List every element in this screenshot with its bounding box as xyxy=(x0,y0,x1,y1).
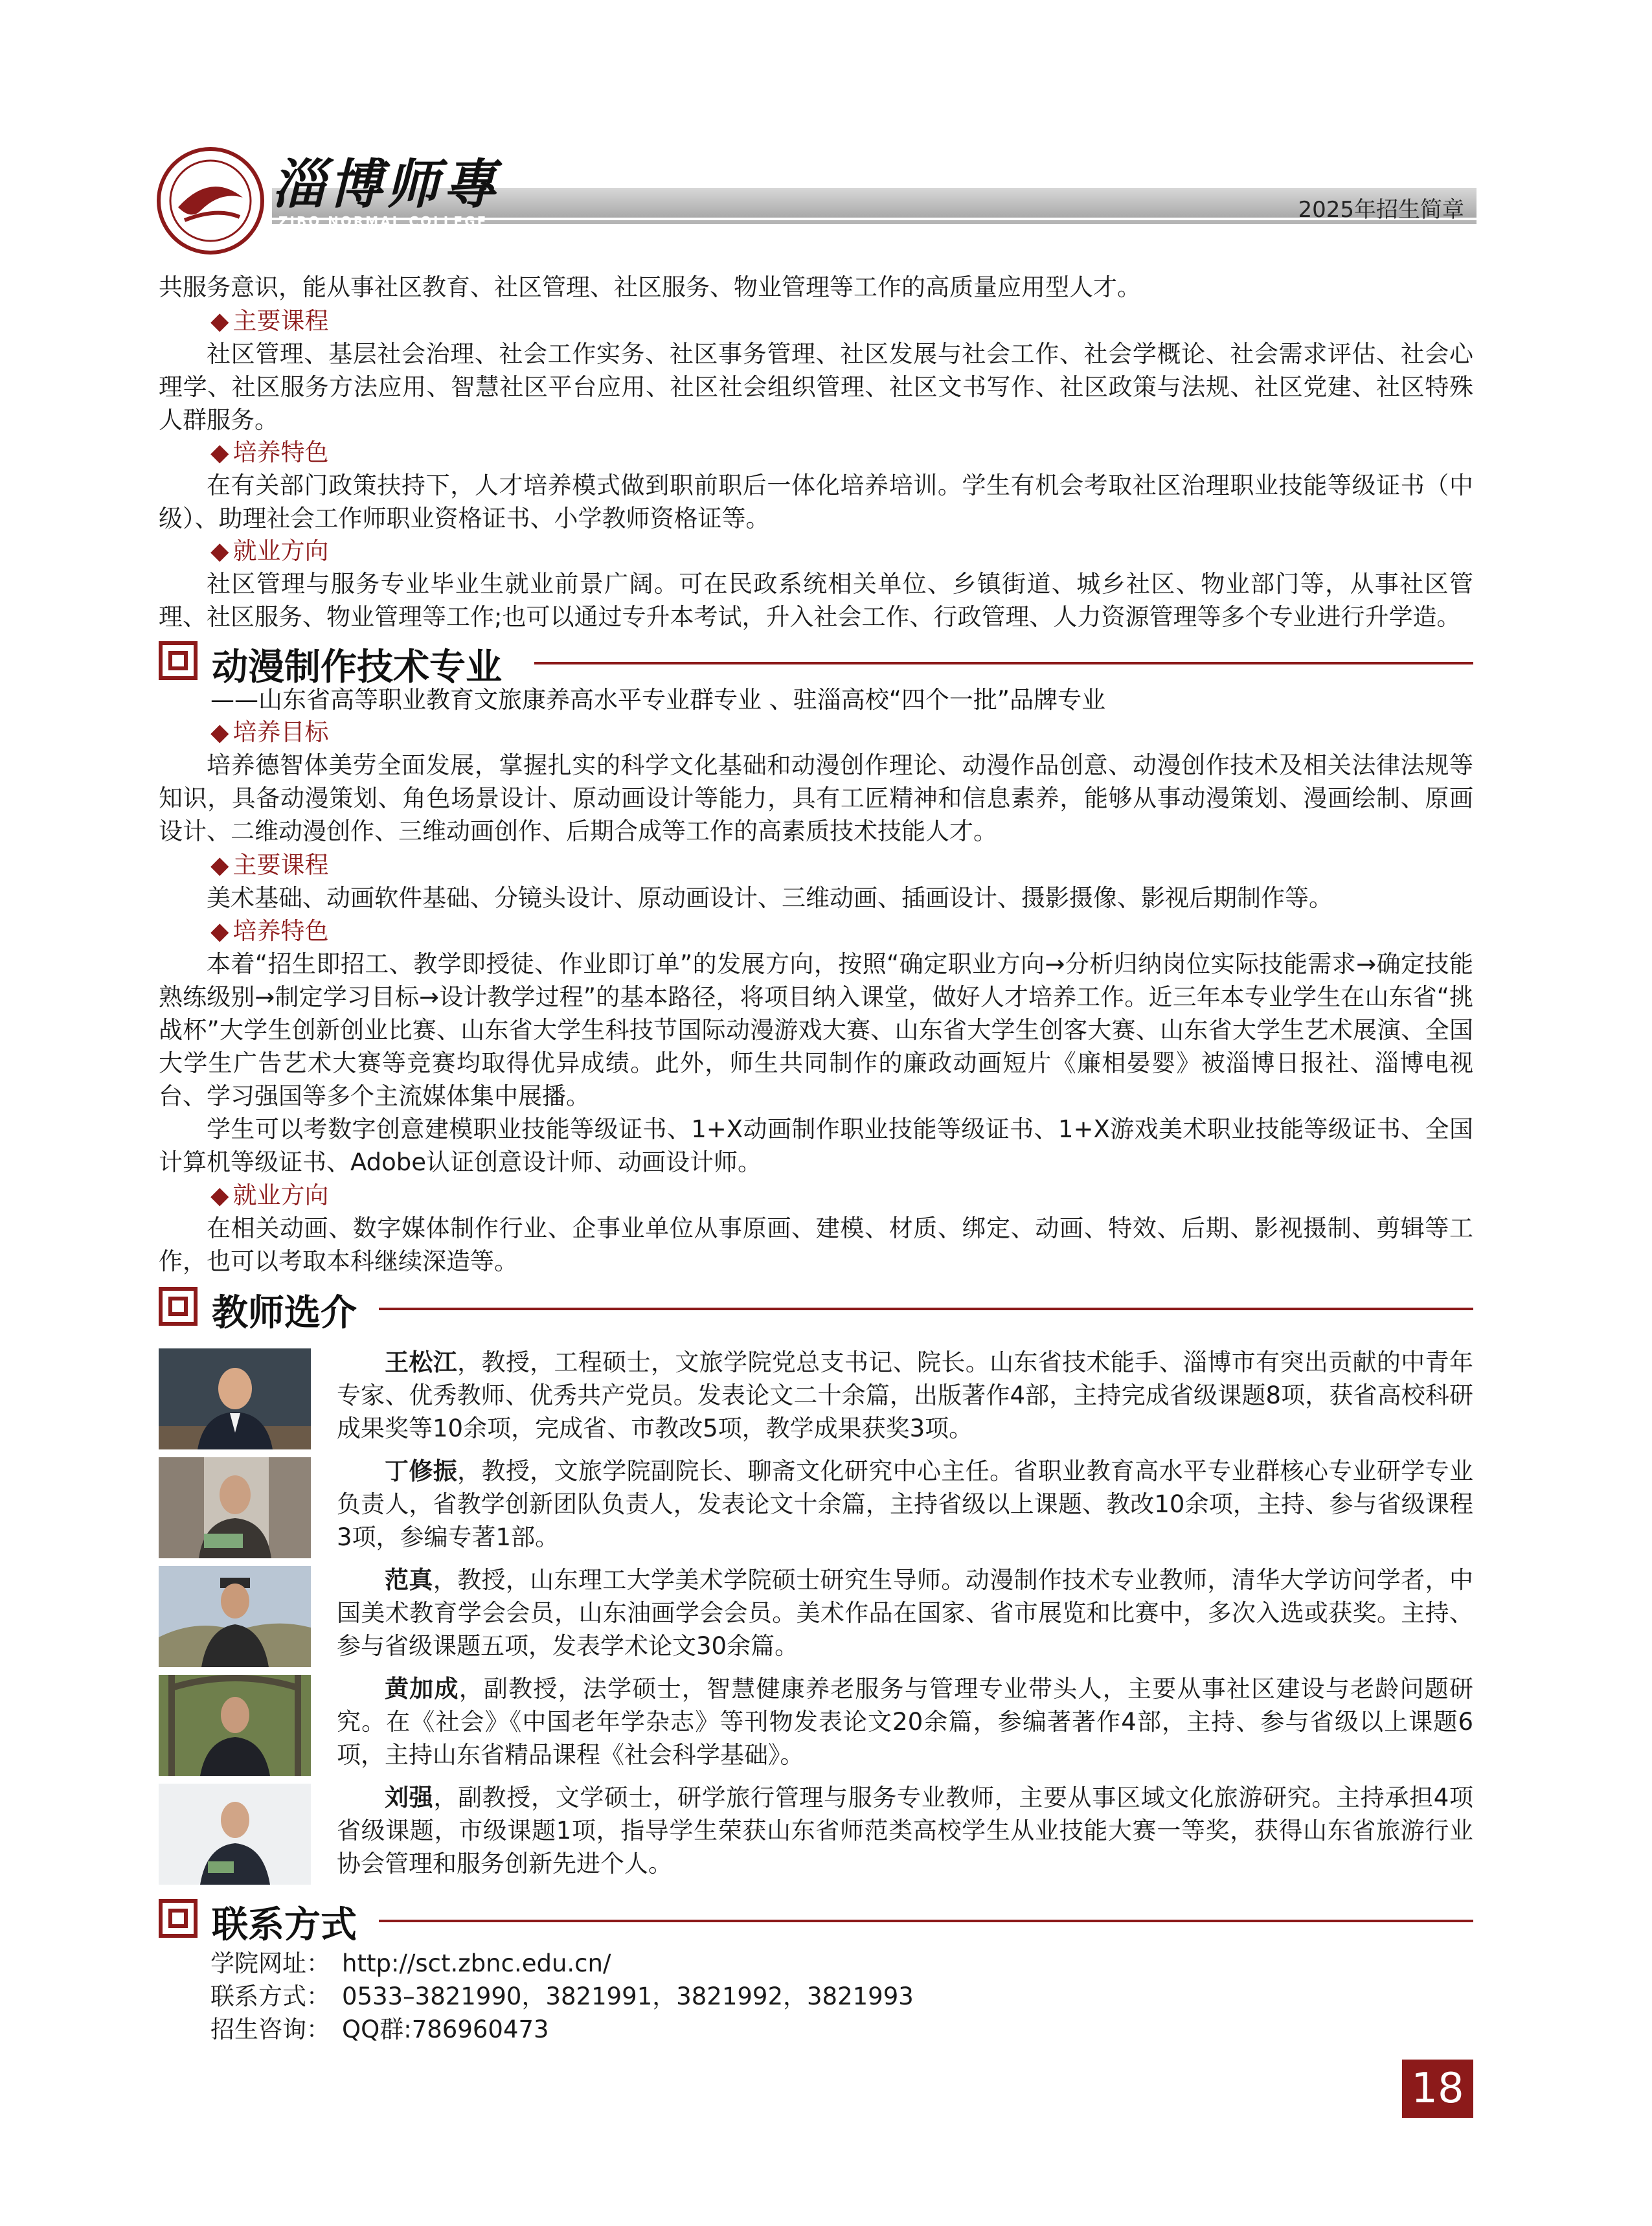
paragraph-intro-end: 共服务意识，能从事社区教育、社区管理、社区服务、物业管理等工作的高质量应用型人才。 xyxy=(159,273,1141,301)
paragraph-goal: 培养德智体美劳全面发展，掌握扎实的科学文化基础和动漫创作理论、动漫作品创意、动漫创作技术及相关法律法规等知识，具备动漫策划、角色场景设计、原动画设计等能力，具有工匠精神和信息素养，能够从事动漫策划、漫画绘制、原画设计、二维动漫创作、三维动画创作、后期合成等工作的高素质技术技能人才。 xyxy=(159,751,1473,845)
contact-row-website: 学院网址： http://sct.zbnc.edu.cn/ xyxy=(210,1949,611,1977)
section-heading-teachers xyxy=(159,1286,1473,1334)
teacher-photo xyxy=(159,1784,311,1885)
diamond-icon: ◆ xyxy=(210,438,229,466)
section-slogan: ——山东省高等职业教育文旅康养高水平专业群专业 、驻淄高校“四个一批”品牌专业 xyxy=(210,686,1106,714)
teacher-photo xyxy=(159,1457,311,1558)
subheading-job: ◆ 就业方向 xyxy=(210,537,329,565)
teacher-photo xyxy=(159,1566,311,1667)
section-rule xyxy=(534,662,1473,664)
paragraph-job: 在相关动画、数字媒体制作行业、企事业单位从事原画、建模、材质、绑定、动画、特效、后期、影视摄制、剪辑等工作，也可以考取本科继续深造等。 xyxy=(159,1214,1473,1275)
diamond-icon: ◆ xyxy=(210,537,229,565)
teacher-bio: 刘强，副教授，文学硕士，研学旅行管理与服务专业教师，主要从事区域文化旅游研究。主持承担4项省级课题，市级课题1项，指导学生荣获山东省师范类高校学生从业技能大赛一等奖，获得山东省旅游行业协会管理和服务创新先进个人。 xyxy=(337,1784,1473,1878)
diamond-icon: ◆ xyxy=(210,307,229,335)
teacher-photo xyxy=(159,1348,311,1449)
section-rule xyxy=(379,1308,1473,1310)
subheading-courses: ◆ 主要课程 xyxy=(210,851,329,879)
subheading-goal: ◆ 培养目标 xyxy=(210,718,329,746)
college-logo-icon xyxy=(155,146,266,256)
section-title: 联系方式 xyxy=(212,1904,357,1946)
paragraph-feature: 本着“招生即招工、教学即授徒、作业即订单”的发展方向，按照“确定职业方向→分析归纳岗位实际技能需求→确定技能熟练级别→制定学习目标→设计教学过程”的基本路径，将项目纳入课堂，做好人才培养工作。近三年本专业学生在山东省“挑战杯”大学生创新创业比赛、山东省大学生科技节国际动漫游戏大赛、山东省大学生创客大赛、山东省大学生艺术展演、全国大学生广告艺术大赛等竞赛均取得优异成绩。此外，师生共同制作的廉政动画短片《廉相晏婴》被淄博日报社、淄博电视台、学习强国等多个主流媒体集中展播。 xyxy=(159,950,1473,1110)
section-square-icon xyxy=(159,641,198,680)
teacher-bio: 范真，教授，山东理工大学美术学院硕士研究生导师。动漫制作技术专业教师，清华大学访问学者，中国美术教育学会会员，山东油画学会会员。美术作品在国家、省市展览和比赛中，多次入选或获奖。主持、参与省级课题五项，发表学术论文30余篇。 xyxy=(337,1566,1474,1660)
teacher-bio: 丁修振，教授，文旅学院副院长、聊斋文化研究中心主任。省职业教育高水平专业群核心专业研学专业负责人，省教学创新团队负责人，发表论文十余篇，主持省级以上课题、教改10余项，主持、参与省级课程3项，参编专著1部。 xyxy=(337,1457,1474,1551)
diamond-icon: ◆ xyxy=(210,917,229,945)
paragraph-job: 社区管理与服务专业毕业生就业前景广阔。可在民政系统相关单位、乡镇街道、城乡社区、物业部门等，从事社区管理、社区服务、物业管理等工作;也可以通过专升本考试，升入社会工作、行政管理、人力资源管理等多个专业进行升学造。 xyxy=(159,570,1473,631)
subheading-job: ◆ 就业方向 xyxy=(210,1181,329,1209)
diamond-icon: ◆ xyxy=(210,718,229,746)
subheading-courses: ◆ 主要课程 xyxy=(210,307,329,335)
section-heading-animation xyxy=(159,640,1473,688)
brand-wordmark: 淄博师專 xyxy=(272,153,500,216)
website-link[interactable]: http://sct.zbnc.edu.cn/ xyxy=(342,1949,611,1977)
paragraph-certificates: 学生可以考数字创意建模职业技能等级证书、1+X动画制作职业技能等级证书、1+X游戏美术职业技能等级证书、全国计算机等级证书、Adobe认证创意设计师、动画设计师。 xyxy=(159,1115,1473,1176)
section-title: 动漫制作技术专业 xyxy=(212,646,502,688)
contact-row-phone: 联系方式： 0533–3821990，3821991，3821992，3821993 xyxy=(210,1982,914,2010)
section-square-icon xyxy=(159,1287,198,1326)
brochure-title: 2025年招生简章 xyxy=(1298,197,1464,223)
teacher-photo xyxy=(159,1675,311,1776)
paragraph-courses: 社区管理、基层社会治理、社会工作实务、社区事务管理、社区发展与社会工作、社会学概论、社会需求评估、社会心理学、社区服务方法应用、智慧社区平台应用、社区社会组织管理、社区文书写作、社区政策与法规、社区党建、社区特殊人群服务。 xyxy=(159,340,1473,434)
paragraph-courses: 美术基础、动画软件基础、分镜头设计、原动画设计、三维动画、插画设计、摄影摄像、影视后期制作等。 xyxy=(207,884,1333,912)
section-square-icon xyxy=(159,1899,198,1938)
teacher-bio: 黄加成，副教授，法学硕士，智慧健康养老服务与管理专业带头人，主要从事社区建设与老龄问题研究。在《社会》《中国老年学杂志》等刊物发表论文20余篇，参编著著作4部，主持、参与省级以上课题6项，主持山东省精品课程《社会科学基础》。 xyxy=(337,1675,1474,1769)
section-rule xyxy=(379,1920,1473,1922)
subheading-feature: ◆ 培养特色 xyxy=(210,917,329,945)
diamond-icon: ◆ xyxy=(210,1181,229,1209)
paragraph-feature: 在有关部门政策扶持下，人才培养模式做到职前职后一体化培养培训。学生有机会考取社区治理职业技能等级证书（中级）、助理社会工作师职业资格证书、小学教师资格证等。 xyxy=(159,471,1473,532)
contact-row-qq: 招生咨询： QQ群:786960473 xyxy=(210,2016,549,2043)
diamond-icon: ◆ xyxy=(210,851,229,879)
page-number: 18 xyxy=(1402,2060,1473,2118)
teacher-bio: 王松江，教授，工程硕士，文旅学院党总支书记、院长。山东省技术能手、淄博市有突出贡献的中青年专家、优秀教师、优秀共产党员。发表论文二十余篇，出版著作4部，主持完成省级课题8项，获省高校科研成果奖等10余项，完成省、市教改5项，教学成果获奖3项。 xyxy=(337,1348,1474,1442)
section-title: 教师选介 xyxy=(212,1292,357,1334)
brand-english: ZIBO NORMAL COLLEGE xyxy=(278,214,488,229)
section-heading-contact xyxy=(159,1898,1473,1946)
subheading-feature: ◆ 培养特色 xyxy=(210,438,329,466)
